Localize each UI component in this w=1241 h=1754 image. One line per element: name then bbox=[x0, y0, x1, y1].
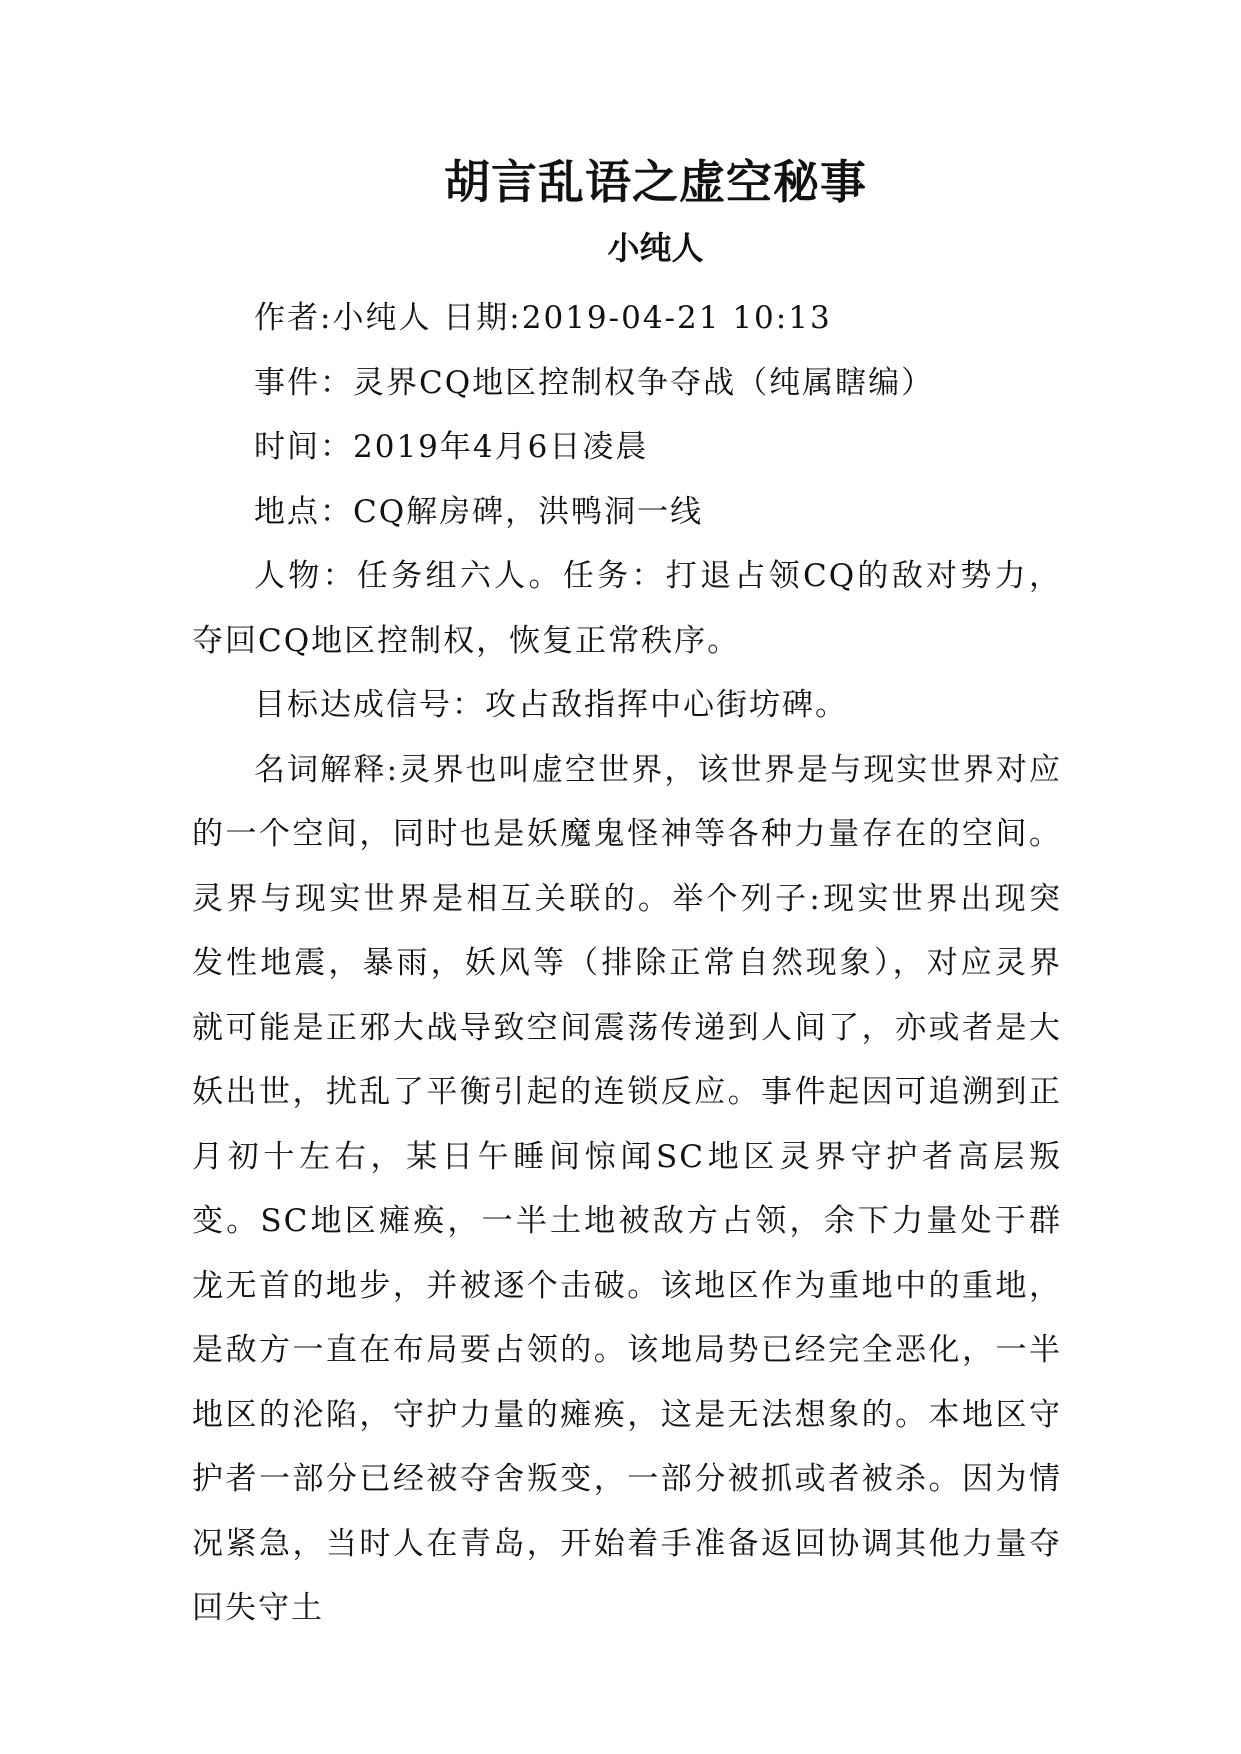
signal-line: 目标达成信号：攻占敌指挥中心街坊碑。 bbox=[254, 687, 848, 723]
explanation-paragraph: 名词解释:灵界也叫虚空世界，该世界是与现实世界对应的一个空间，同时也是妖魔鬼怪神等各种力量存在的空间。灵界与现实世界是相互关联的。举个列子:现实世界出现突发性地震，暴雨，妖风等（排除正常自然现象），对应灵界就可能是正邪大战导致空间震荡传递到人间了，亦或者是大妖出世，扰乱了平衡引起的连锁反应。事件起因可追溯到正月初十左右，某日午睡间惊闻SC地区灵界守护者高层叛变。SC地区瘫痪，一半土地被敌方占领，余下力量处于群龙无首的地步，并被逐个击破。该地区作为重地中的重地，是敌方一直在布局要占领的。该地局势已经完全恶化，一半地区的沦陷，守护力量的瘫痪，这是无法想象的。本地区守护者一部分已经被夺舍叛变，一部分被抓或者被杀。因为情况紧急，当时人在青岛，开始着手准备返回协调其他力量夺回失守土 bbox=[192, 751, 1062, 1626]
event-line: 事件：灵界CQ地区控制权争夺战（纯属瞎编） bbox=[254, 364, 935, 401]
document-title: 胡言乱语之虚空秘事 bbox=[444, 155, 867, 209]
document-body bbox=[192, 286, 1062, 1641]
characters-paragraph: 人物：任务组六人。任务：打退占领CQ的敌对势力，夺回CQ地区控制权，恢复正常秩序。 bbox=[192, 558, 1062, 659]
time-line: 时间：2019年4月6日凌晨 bbox=[254, 429, 649, 465]
document-author: 小纯人 bbox=[607, 229, 704, 267]
meta-line: 作者:小纯人 日期:2019-04-21 10:13 bbox=[254, 300, 832, 336]
location-line: 地点：CQ解房碑，洪鸭洞一线 bbox=[254, 493, 704, 530]
